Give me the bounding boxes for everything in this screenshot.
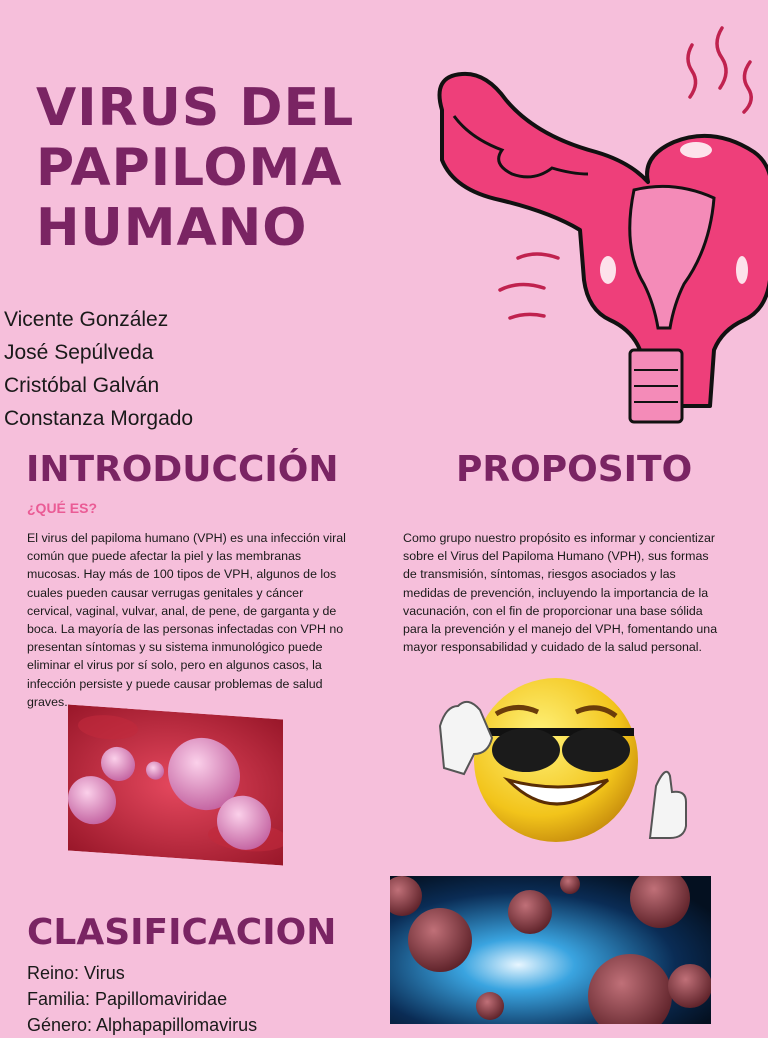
author-name: Vicente González (4, 308, 169, 331)
uterus-illustration (430, 20, 768, 432)
intro-text: El virus del papiloma humano (VPH) es una infección viral común que puede afectar la piel y las membranas mucosas. Hay más de 100 tipos de VPH, algunos de los cuales pueden causar verrugas genitales y cáncer cervical, vaginal, vulvar, anal, de pene, de garganta y de boca. La mayoría de las personas infectadas con VPH no presentan síntomas y su sistema inmunológico puede eliminar el virus por sí solo, pero en algunos casos, la infección persiste y puede causar problemas de salud graves. (27, 531, 346, 709)
intro-heading: INTRODUCCIÓN (26, 449, 339, 490)
authors-list (4, 303, 193, 435)
classification-item: Género: Alphapapillomavirus (27, 1015, 258, 1035)
page-title: VIRUS DEL PAPILOMA HUMANO (36, 78, 355, 258)
author-name: José Sepúlveda (4, 341, 154, 364)
classification-list (27, 960, 257, 1038)
virus-space-image (390, 876, 711, 1024)
purpose-heading: PROPOSITO (456, 449, 693, 490)
classification-item: Familia: Papillomaviridae (27, 989, 228, 1009)
cool-emoji-illustration (436, 676, 696, 850)
purpose-text: Como grupo nuestro propósito es informar y concientizar sobre el Virus del Papiloma Humano (VPH), sus formas de transmisión, síntomas, riesgos asociados y las medidas de prevención, incluyendo la importancia de la vacunación, con el fin de proporcionar una base sólida para la prevención y el manejo del VPH, fomentando una mayor responsabilidad y cuidado de la salud personal. (403, 531, 718, 655)
virus-particles-image (68, 704, 283, 865)
classification-heading: CLASIFICACION (27, 912, 337, 953)
author-name: Cristóbal Galván (4, 374, 160, 397)
intro-subheading: ¿QUÉ ES? (27, 500, 98, 516)
classification-item: Reino: Virus (27, 963, 125, 983)
author-name: Constanza Morgado (4, 407, 194, 430)
